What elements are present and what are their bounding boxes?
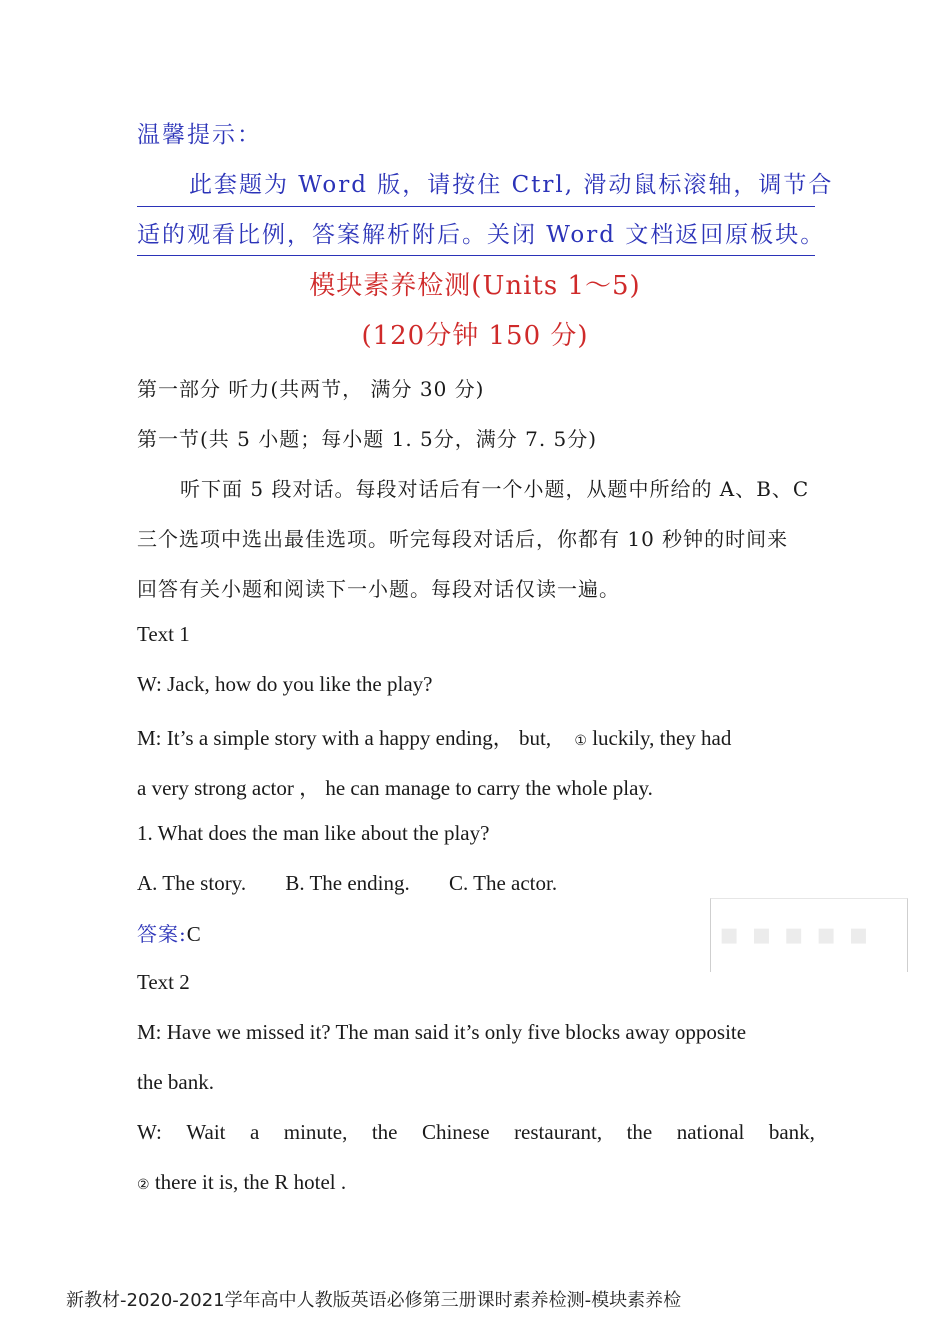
instruction-line-2: 三个选项中选出最佳选项。听完每段对话后，你都有 10 秒钟的时间来 — [137, 527, 789, 551]
text-2-woman-line-1 — [137, 1120, 815, 1145]
page-subtitle: (120分钟 150 分) — [361, 321, 589, 351]
text-1-label: Text 1 — [137, 622, 190, 646]
word: bank, — [768, 1120, 815, 1144]
text-2-woman-line-2 — [137, 1170, 346, 1195]
text-1-man-line-1-start: M: It’s a simple story with a happy ending， but, — [137, 726, 552, 750]
text-1-man-line-1-end: luckily, they had — [592, 726, 732, 750]
word: restaurant, — [514, 1120, 603, 1144]
option-c: C. The actor. — [449, 871, 558, 895]
text-1-man-line-1 — [137, 722, 731, 752]
page-title: 模块素养检测(Units 1～5) — [309, 271, 641, 301]
answer-label: 答案: — [137, 922, 187, 946]
text-2-label: Text 2 — [137, 970, 190, 994]
word: the — [626, 1120, 653, 1144]
question-1-options — [137, 871, 557, 896]
tip-underline-1 — [137, 206, 815, 207]
word: Chinese — [421, 1120, 490, 1144]
tip-heading: 温馨提示： — [137, 122, 262, 148]
part-heading: 第一部分 听力(共两节， 满分 30 分) — [137, 377, 485, 401]
answer-1 — [137, 918, 201, 947]
tip-line-1: 此套题为 Word 版，请按住 Ctrl, 滑动鼠标滚轴，调节合 — [189, 172, 834, 198]
question-1: 1. What does the man like about the play? — [137, 821, 490, 845]
word: the — [371, 1120, 398, 1144]
word: Wait — [186, 1120, 226, 1144]
marker-2: ② — [137, 1178, 150, 1193]
word: W: — [137, 1120, 162, 1144]
instruction-line-1: 听下面 5 段对话。每段对话后有一个小题，从题中所给的 A、B、C — [180, 477, 810, 501]
option-a: A. The story. — [137, 871, 247, 895]
text-2-man-line-1: M: Have we missed it? The man said it’s only five blocks away opposite — [137, 1020, 747, 1044]
word: national — [676, 1120, 745, 1144]
option-b: B. The ending. — [285, 871, 410, 895]
answer-value: C — [186, 922, 201, 946]
tip-underline-2 — [137, 255, 815, 256]
word: a — [249, 1120, 260, 1144]
section-heading: 第一节(共 5 小题；每小题 1. 5分，满分 7. 5分) — [137, 427, 598, 451]
tip-line-2: 适的观看比例，答案解析附后。关闭 Word 文档返回原板块。 — [137, 222, 826, 248]
word: minute, — [283, 1120, 348, 1144]
text-1-woman-line: W: Jack, how do you like the play? — [137, 672, 433, 696]
watermark-stamp: ▪▪▪▪▪ — [710, 898, 908, 972]
document-footer: 新教材-2020-2021学年高中人教版英语必修第三册课时素养检测-模块素养检 — [66, 1290, 682, 1311]
text-2-man-line-2: the bank. — [137, 1070, 214, 1094]
text-1-man-line-2: a very strong actor ， he can manage to carry the whole play. — [137, 776, 653, 800]
marker-1: ① — [574, 734, 587, 749]
text-2-woman-line-2-text: there it is, the R hotel . — [154, 1170, 347, 1194]
instruction-line-3: 回答有关小题和阅读下一小题。每段对话仅读一遍。 — [137, 577, 620, 601]
